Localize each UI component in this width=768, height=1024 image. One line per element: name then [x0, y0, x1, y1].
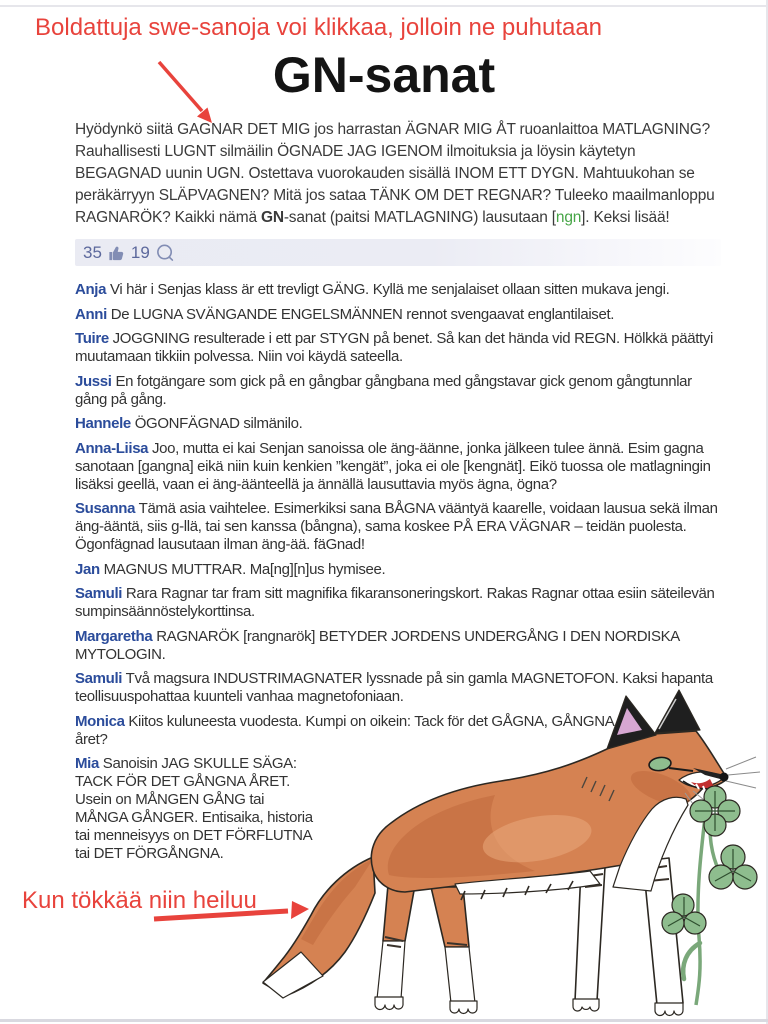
- comment-text: ÖGONFÄGNAD silmänilo.: [134, 415, 303, 432]
- comment-row: [75, 373, 725, 409]
- comment-text: Vi här i Senjas klass är ett trevligt GÄNG. Kyllä me senjalaiset ollaan sitten mukava jengi.: [109, 281, 670, 298]
- comment-text: Joo, mutta ei kai Senjan sanoissa ole äng-äänne, jonka jälkeen tulee ännä. Esim gagna sanotaan [gangna] eikä niin kuin kenkien ”kengät”, joka ei ole [kengnät]. Eikö tuossa ole matlagningin lisäksi geellä, vaan ei äng-äänteellä ja ännällä lausuttavia myös ägna, ögna?: [75, 439, 711, 493]
- page-top-edge: [0, 5, 768, 7]
- fox-body[interactable]: [371, 731, 727, 900]
- annotation-arrow-top: [150, 55, 225, 130]
- fox-hind-legs: [375, 885, 477, 1014]
- intro-paragraph: [75, 119, 721, 229]
- comment-text: Två magsura INDUSTRIMAGNATER lyssnade på sin gamla MAGNETOFON. Kaksi hapanta teollisuuspohattaa kuunteli vanhaa magnetofoniaan.: [75, 670, 713, 705]
- like-count: 35: [83, 242, 102, 262]
- commenter-name: Jussi: [75, 372, 112, 390]
- commenter-name: Jan: [75, 560, 100, 578]
- comment-text: MAGNUS MUTTRAR. Ma[ng][n]us hymisee.: [103, 560, 386, 578]
- commenter-name: Samuli: [75, 670, 123, 687]
- comment-row: [75, 500, 725, 554]
- comment-row: [75, 561, 725, 579]
- comment-row: [75, 281, 725, 299]
- commenter-name: Tuire: [75, 330, 109, 347]
- fox-illustration[interactable]: [255, 685, 768, 1024]
- fox-nose: [720, 773, 729, 782]
- intro-text-3: ]. Keksi lisää!: [581, 209, 670, 226]
- reactions-bar[interactable]: [75, 239, 721, 266]
- comment-row: [75, 585, 725, 621]
- comment-text: Kiitos kuluneesta vuodesta. Kumpi on oikein: Tack för det GÅGNA, GÅNGNA året?: [75, 712, 614, 748]
- comment-row: [75, 440, 725, 494]
- commenter-name: Anni: [75, 305, 107, 323]
- commenter-name: Hannele: [75, 415, 131, 432]
- comment-row: [75, 306, 725, 324]
- comment-row: [75, 330, 725, 366]
- commenter-name: Anja: [75, 281, 107, 298]
- commenter-name: Monica: [75, 712, 125, 730]
- thumbs-up-icon[interactable]: [107, 243, 126, 262]
- commenter-name: Anna-Liisa: [75, 439, 149, 457]
- commenter-name: Mia: [75, 755, 99, 772]
- comment-row: [75, 415, 725, 433]
- clover-leaf-2: [709, 845, 757, 889]
- intro-text: Hyödynkö siitä GAGNAR DET MIG jos harrastan ÄGNAR MIG ÅT ruoanlaittoa MATLAGNING? Rauhallisesti LUGNT silmäilin ÖGNADE JAG IGENOM ilmoituksia ja löysin käytetyn BEGAGNAD uunin UGN. Ostettava vuorokauden sisällä INOM ETT DYGN. Mahtuukohan se peräkärryyn SLÄPVAGNEN? Mitä jos sataa TÄNK OM DET REGNAR? Tuleeko maailmanloppu RAGNARÖK? Kaikki nämä: [75, 121, 715, 226]
- intro-ngn-pronunciation: ngn: [555, 209, 582, 226]
- comment-text: De LUGNA SVÄNGANDE ENGELSMÄNNEN rennot svengaavat englantilaiset.: [110, 305, 615, 323]
- intro-text-2: -sanat (paitsi MATLAGNING) lausutaan [: [283, 209, 556, 226]
- commenter-name: Susanna: [75, 500, 136, 517]
- page-title: GN-sanat: [272, 47, 496, 103]
- annotation-note-bottom: Kun tökkää niin heiluu: [22, 887, 257, 914]
- commenter-name: Samuli: [75, 585, 123, 602]
- annotation-note-top: Boldattuja swe-sanoja voi klikkaa, jolloin ne puhutaan: [35, 14, 603, 41]
- comment-text: Rara Ragnar tar fram sitt magnifika fikaransoneringskort. Rakas Ragnar ottaa esiin säteilevän sumpinsäännöstelykorttinsa.: [75, 585, 715, 620]
- comment-text: En fotgängare som gick på en gångbar gångbana med gångstavar gick genom gångtunnlar gång på gång.: [75, 372, 692, 408]
- comment-bubble-icon[interactable]: [155, 243, 176, 263]
- intro-gn-bold[interactable]: GN: [260, 209, 284, 226]
- comment-text: Sanoisin JAG SKULLE SÄGA: TACK FÖR DET GÅNGNA ÅRET. Usein on MÅNGEN GÅNG tai MÅNGA GÅNGER. Entisaika, historia tai menneisyys on DET FÖRFLUTNA tai DET FÖRGÅNGNA.: [75, 755, 313, 862]
- comment-text: RAGNARÖK [rangnarök] BETYDER JORDENS UNDERGÅNG I DEN NORDISKA MYTOLOGIN.: [75, 627, 680, 663]
- comment-row: [75, 628, 725, 664]
- comment-text: Tämä asia vaihtelee. Esimerkiksi sana BÅGNA vääntyä kaarelle, voidaan lausua sekä ilman äng-ääntä, siis g-llä, tai sen kanssa (bångna), sama koskee PÅ ERA VÄGNAR – teidän puolesta. Ögonfägnad lausutaan ilman äng-ää. fäGnad!: [75, 500, 718, 553]
- commenter-name: Margaretha: [75, 627, 153, 645]
- comment-text: JOGGNING resulterade i ett par STYGN på benet. Så kan det hända vid REGN. Hölkkä päättyi muutamaan tikkiin polvessa. Niin voi käydä sateella.: [75, 330, 713, 365]
- comment-count: 19: [130, 242, 150, 262]
- annotation-arrow-bottom: [148, 898, 318, 928]
